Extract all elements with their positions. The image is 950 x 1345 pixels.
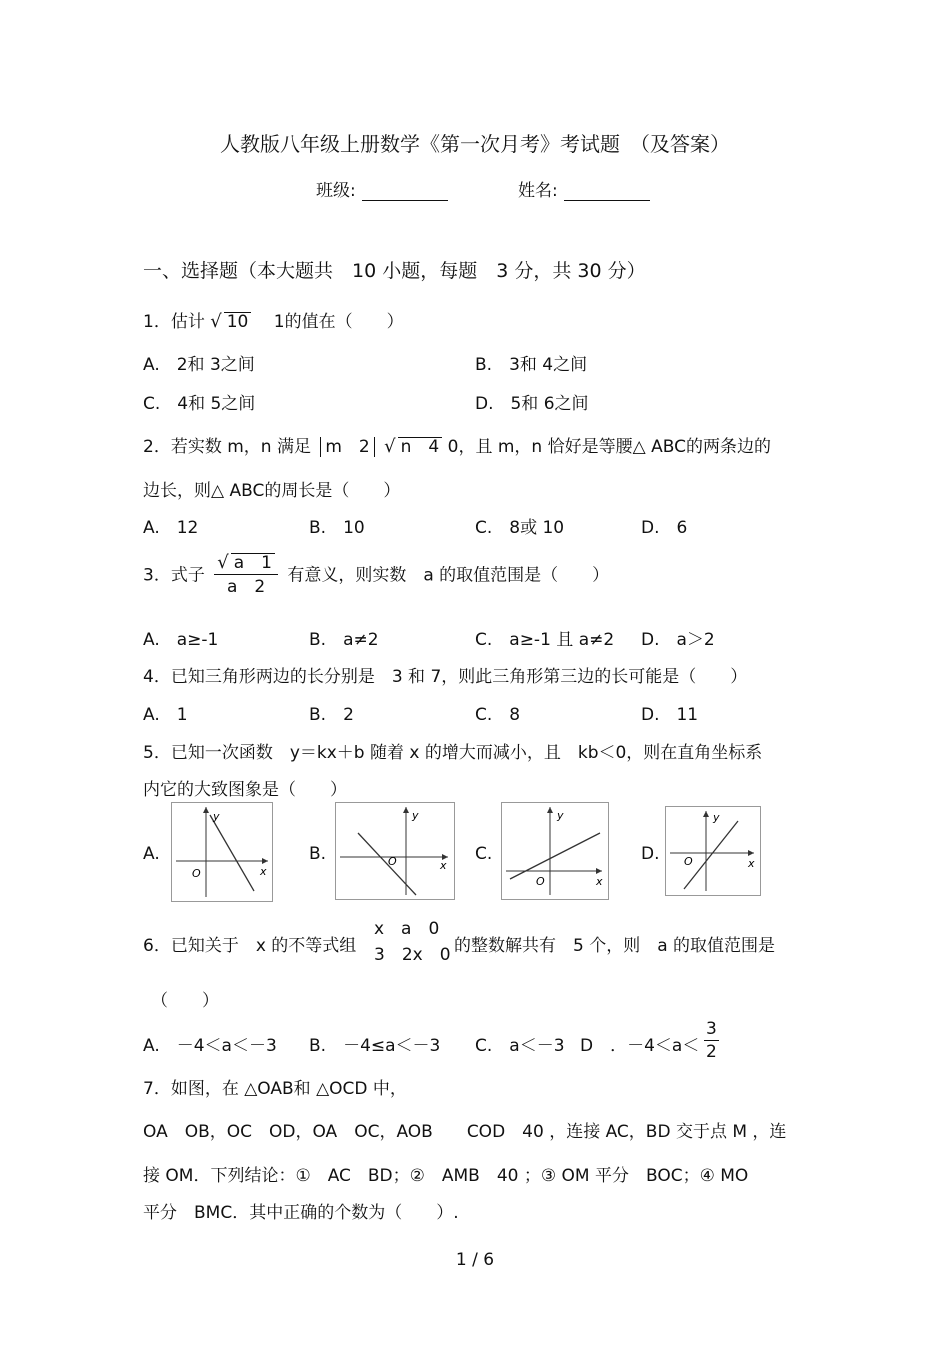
q1-stem: 1．估计 — [143, 312, 205, 332]
q2-stem-end: 0，且 m，n 恰好是等腰△ ABC的两条边的 — [447, 437, 771, 457]
graph-a-x-label: x — [260, 865, 267, 878]
q2-option-a: A. 12 — [143, 518, 199, 538]
q6-d-denominator: 2 — [706, 1042, 717, 1062]
q5-option-c-label: C. — [475, 844, 493, 864]
q6-paren: （ ） — [151, 991, 219, 1011]
graph-a-y-label: y — [213, 810, 220, 823]
q5-option-d-label: D. — [641, 844, 660, 864]
q1-option-c: C. 4和 5之间 — [143, 394, 256, 414]
q2-abs: m 2 — [320, 437, 374, 457]
q6-option-a: A. －4＜a＜－3 — [143, 1036, 277, 1056]
q6-option-d — [580, 1031, 699, 1056]
page-title: 人教版八年级上册数学《第一次月考》考试题 （及答案） — [220, 132, 730, 156]
q3-option-b: B. a≠2 — [309, 630, 379, 650]
q6-system — [374, 916, 451, 968]
question-5: 5．已知一次函数 y＝kx＋b 随着 x 的增大而减小，且 kb＜0，则在直角坐标系 — [143, 743, 763, 763]
graph-d-x-label: x — [748, 857, 755, 870]
graph-d-origin: O — [684, 855, 693, 868]
q3-stem-end: 有意义，则实数 a 的取值范围是（ ） — [287, 565, 610, 586]
q3-stem: 3．式子 — [143, 565, 205, 586]
q5-line2: 内它的大致图象是（ ） — [143, 780, 347, 800]
q2-radicand: n 4 — [398, 437, 443, 456]
name-field — [518, 176, 650, 201]
q1-option-b: B. 3和 4之间 — [475, 355, 588, 375]
q5-graph-c — [501, 802, 609, 900]
q7-line4: 平分 BMC．其中正确的个数为（ ）. — [143, 1203, 459, 1223]
class-field — [316, 176, 448, 201]
q5-option-b-label: B. — [309, 844, 327, 864]
q4-option-a: A. 1 — [143, 705, 188, 725]
q6-option-c: C. a＜－3 — [475, 1036, 565, 1056]
q7-line3: 接 OM．下列结论：① AC BD；② AMB 40 ；③ OM 平分 BOC；④ MO — [143, 1166, 749, 1186]
q3-numerator: a 1 — [231, 553, 275, 572]
q3-fraction: $\frac{√ a 1}{a 2}$ — [214, 552, 278, 599]
q3-denominator: a 2 — [226, 577, 266, 597]
graph-b-x-label: x — [440, 859, 447, 872]
q7-line2: OA OB，OC OD，OA OC，AOB COD 40 ，连接 AC，BD 交于点 M ，连 — [143, 1122, 787, 1142]
graph-c-x-label: x — [596, 875, 603, 888]
q6-stem: 6．已知关于 x 的不等式组 — [143, 936, 357, 956]
graph-a-svg — [172, 803, 272, 901]
section-heading: 一、选择题（本大题共 10 小题，每题 3 分，共 30 分） — [143, 260, 646, 282]
q2-line2: 边长，则△ ABC的周长是（ ） — [143, 481, 401, 501]
q4-option-b: B. 2 — [309, 705, 354, 725]
name-label: 姓名: — [518, 181, 558, 201]
name-blank[interactable] — [564, 182, 650, 201]
q5-option-a-label: A. — [143, 844, 160, 864]
graph-d-y-label: y — [713, 811, 720, 824]
question-4: 4．已知三角形两边的长分别是 3 和 7，则此三角形第三边的长可能是（ ） — [143, 667, 748, 687]
question-1: 1．估计 √ 10 1的值在（ ） — [143, 311, 404, 332]
q4-option-c: C. 8 — [475, 705, 521, 725]
class-label: 班级: — [316, 181, 356, 201]
q2-option-d: D. 6 — [641, 518, 688, 538]
q6-stem-end: 的整数解共有 5 个，则 a 的取值范围是 — [454, 936, 776, 956]
q4-option-d: D. 11 — [641, 705, 699, 725]
q1-rest: 1的值在（ ） — [256, 312, 404, 332]
q6-system-line1: x a 0 — [374, 919, 440, 939]
q6-option-b: B. －4≤a＜－3 — [309, 1036, 441, 1056]
graph-b-y-label: y — [412, 809, 419, 822]
q5-graph-b — [335, 802, 455, 900]
q6-option-d-text: D ．－4＜a＜ — [580, 1036, 700, 1056]
q3-option-c: C. a≥-1 且 a≠2 — [475, 630, 615, 650]
q1-option-d: D. 5和 6之间 — [475, 394, 589, 414]
question-7: 7．如图，在 △OAB和 △OCD 中， — [143, 1079, 407, 1099]
q6-option-d-fraction — [704, 1018, 719, 1063]
graph-c-svg — [502, 803, 608, 899]
page-number: 1 / 6 — [455, 1250, 495, 1270]
question-2: 2．若实数 m，n 满足 m 2 √ n 4 0，且 m，n 恰好是等腰△ ABC的两条边的 — [143, 436, 771, 457]
q6-d-numerator: 3 — [706, 1019, 717, 1039]
class-blank[interactable] — [362, 182, 448, 201]
q6-system-line2: 3 2x 0 — [374, 945, 451, 965]
q2-option-c: C. 8或 10 — [475, 518, 565, 538]
q2-option-b: B. 10 — [309, 518, 365, 538]
q3-option-d: D. a＞2 — [641, 630, 715, 650]
question-3 — [143, 552, 609, 599]
graph-c-y-label: y — [557, 809, 564, 822]
graph-a-origin: O — [192, 867, 201, 880]
q5-graph-a — [171, 802, 273, 902]
q1-option-a: A. 2和 3之间 — [143, 355, 255, 375]
q2-stem: 2．若实数 m，n 满足 — [143, 437, 311, 457]
graph-b-origin: O — [388, 855, 397, 868]
q5-graph-d — [665, 806, 761, 896]
q3-option-a: A. a≥-1 — [143, 630, 219, 650]
graph-c-origin: O — [536, 875, 545, 888]
q1-radicand: 10 — [224, 312, 252, 331]
graph-d-svg — [666, 807, 760, 895]
graph-b-svg — [336, 803, 454, 899]
